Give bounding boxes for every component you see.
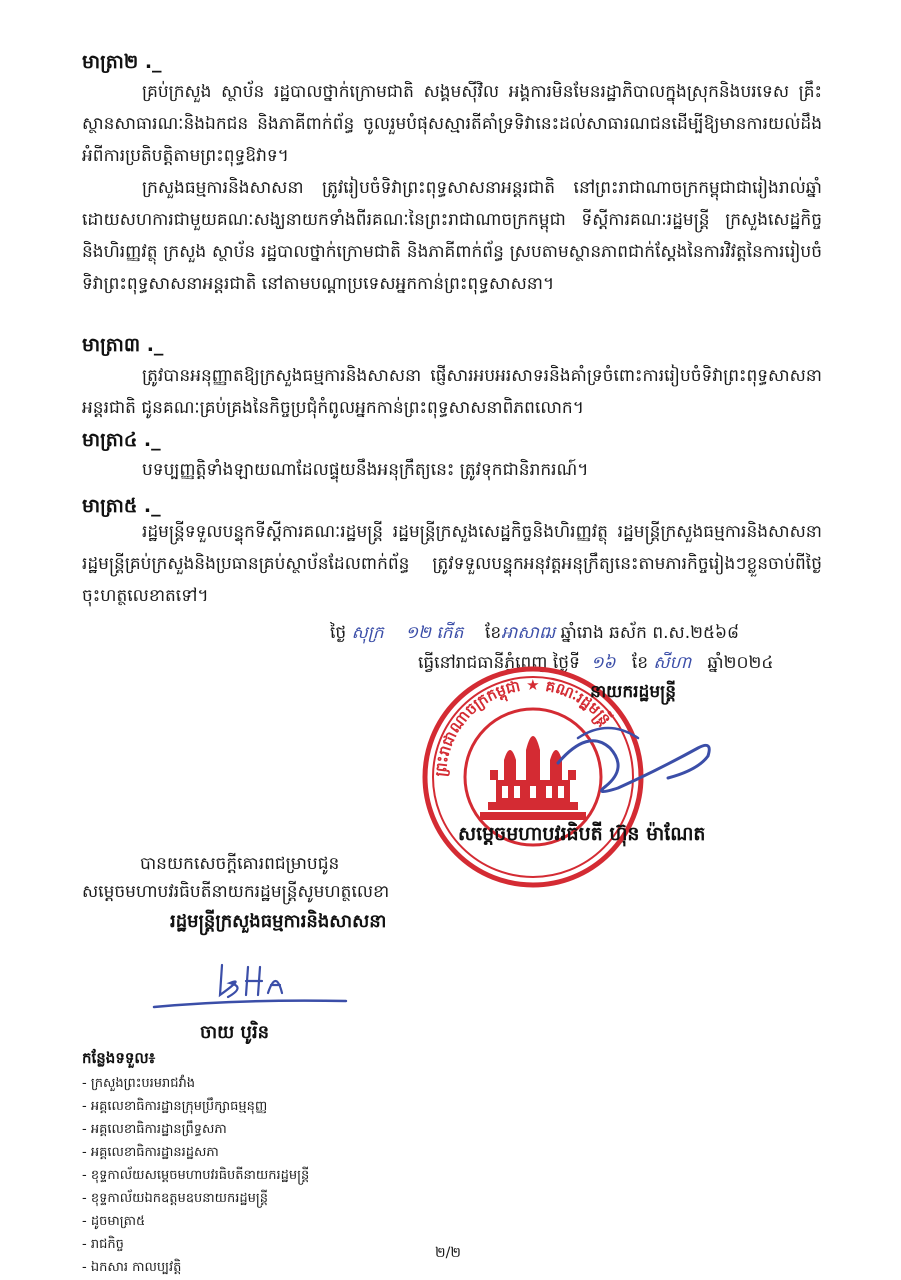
prime-minister-signature bbox=[548, 708, 718, 802]
minister-title: រដ្ឋមន្ត្រីក្រសួងធម្មការនិងសាសនា bbox=[170, 911, 387, 932]
article-4-paragraph: បទប្បញ្ញត្តិទាំងឡាយណាដែលផ្ទុយនឹងអនុក្រឹត្យនេះ ត្រូវទុកជានិរាករណ៍។ bbox=[142, 460, 589, 480]
lunar-year: ឆ្នាំរោង ឆស័ក ព.ស.២៥៦៨ bbox=[560, 623, 740, 643]
lunar-month-label: ខែ bbox=[485, 623, 502, 643]
lunar-month: អាសាឍ bbox=[501, 623, 556, 643]
acknowledgement-line-2: សម្ដេចមហាបវរធិបតីនាយករដ្ឋមន្ត្រីសូមហត្ថលេខា bbox=[82, 882, 390, 902]
solar-day: ១៦ bbox=[590, 653, 616, 673]
recipients-list bbox=[82, 1072, 309, 1279]
lunar-phase: កើត bbox=[436, 623, 464, 643]
recipient-item: - អគ្គលេខាធិការដ្ឋានព្រឹទ្ធសភា bbox=[82, 1118, 309, 1141]
article-4-title: មាត្រា៤ ._ bbox=[82, 429, 161, 451]
lunar-date-line bbox=[330, 622, 739, 647]
article-2-paragraph-1: គ្រប់ក្រសួង ស្ថាប័ន រដ្ឋបាលថ្នាក់ក្រោមជាតិ សង្គមស៊ីវិល អង្គការមិនមែនរដ្ឋាភិបាលក្នុងស្រុកនិងបរទេស គ្រឹះស្ថានសាធារណៈនិងឯកជន និងភាគីពាក់ព័ន្ធ ចូលរួមបំផុសស្មារតីគាំទ្រទិវានេះដល់សាធារណជនដើម្បីឱ្យមានការយល់ដឹងអំពីការប្រតិបត្តិតាមព្រះពុទ្ធឱវាទ។ bbox=[82, 82, 822, 166]
article-3-title: មាត្រា៣ ._ bbox=[82, 334, 164, 356]
lunar-day-number: ១២ bbox=[405, 623, 431, 643]
signatory-title: នាយករដ្ឋមន្ត្រី bbox=[590, 682, 676, 702]
minister-name: ចាយ បូរិន bbox=[200, 1022, 270, 1043]
solar-month-label: ខែ bbox=[631, 653, 648, 673]
recipient-item: - ខុទ្ទកាល័យសម្ដេចមហាបវរធិបតីនាយករដ្ឋមន្ត្រី bbox=[82, 1164, 309, 1187]
article-5-title: មាត្រា៥ ._ bbox=[82, 495, 161, 517]
recipient-item: - រាជកិច្ច bbox=[82, 1233, 309, 1256]
article-2-title: មាត្រា២ ._ bbox=[82, 51, 162, 73]
recipient-item: - ក្រសួងព្រះបរមរាជវាំង bbox=[82, 1072, 309, 1095]
recipient-item: - អគ្គលេខាធិការដ្ឋានក្រុមប្រឹក្សាធម្មនុញ្ញ bbox=[82, 1095, 309, 1118]
recipient-item: - ឯកសារ កាលប្បវត្តិ bbox=[82, 1256, 309, 1279]
seal-text: ព្រះរាជាណាចក្រកម្ពុជា ★ គណៈរដ្ឋមន្ត្រី bbox=[431, 675, 615, 778]
minister-signature bbox=[150, 955, 350, 1019]
article-3-paragraph: ត្រូវបានអនុញ្ញាតឱ្យក្រសួងធម្មការនិងសាសនា ផ្ញើសារអបអរសាទរនិងគាំទ្រចំពោះការរៀបចំទិវាព្រះពុទ្ធសាសនាអន្តរជាតិ ជូនគណៈគ្រប់គ្រងនៃកិច្ចប្រជុំកំពូលអ្នកកាន់ព្រះពុទ្ធសាសនាពិភពលោក។ bbox=[82, 366, 822, 418]
solar-month: សីហា bbox=[653, 653, 692, 673]
solar-date-prefix: ធ្វើនៅរាជធានីភ្នំពេញ ថ្ងៃទី bbox=[418, 653, 580, 673]
signatory-name: សម្ដេចមហាបវរធិបតី ហ៊ុន ម៉ាណែត bbox=[458, 823, 706, 845]
recipients-title: កន្លែងទទួល៖ bbox=[82, 1049, 156, 1067]
lunar-weekday: សុក្រ bbox=[351, 623, 384, 643]
article-5-paragraph: រដ្ឋមន្ត្រីទទួលបន្ទុកទីស្ដីការគណៈរដ្ឋមន្ត្រី រដ្ឋមន្ត្រីក្រសួងសេដ្ឋកិច្ចនិងហិរញ្ញវត្ថុ រដ្ឋមន្ត្រីក្រសួងធម្មការនិងសាសនា រដ្ឋមន្ត្រីគ្រប់ក្រសួងនិងប្រធានគ្រប់ស្ថាប័នដែលពាក់ព័ន្ធ ត្រូវទទួលបន្ទុកអនុវត្តអនុក្រឹត្យនេះតាមភារកិច្ចរៀងៗខ្លួនចាប់ពីថ្ងៃចុះហត្ថលេខាតទៅ។ bbox=[82, 522, 822, 606]
page-number: ២/២ bbox=[435, 1245, 461, 1261]
acknowledgement-line-1: បានយកសេចក្ដីគោរពជម្រាបជូន bbox=[140, 854, 340, 874]
article-2-paragraph-2: ក្រសួងធម្មការនិងសាសនា ត្រូវរៀបចំទិវាព្រះពុទ្ធសាសនាអន្តរជាតិ នៅព្រះរាជាណាចក្រកម្ពុជាជារៀងរាល់ឆ្នាំ ដោយសហការជាមួយគណៈសង្ឃនាយកទាំងពីរគណៈនៃព្រះរាជាណាចក្រកម្ពុជា ទីស្ដីការគណៈរដ្ឋមន្ត្រី ក្រសួងសេដ្ឋកិច្ចនិងហិរញ្ញវត្ថុ ក្រសួង ស្ថាប័ន រដ្ឋបាលថ្នាក់ក្រោមជាតិ និងភាគីពាក់ព័ន្ធ ស្របតាមស្ថានភាពជាក់ស្ដែងនៃការវិវត្តនៃការរៀបចំទិវាព្រះពុទ្ធសាសនាអន្តរជាតិ នៅតាមបណ្ដាប្រទេសអ្នកកាន់ព្រះពុទ្ធសាសនា។ bbox=[82, 178, 822, 294]
recipient-item: - ដូចមាត្រា៥ bbox=[82, 1210, 309, 1233]
recipient-item: - អគ្គលេខាធិការដ្ឋានរដ្ឋសភា bbox=[82, 1141, 309, 1164]
lunar-day-label: ថ្ងៃ bbox=[330, 623, 347, 643]
solar-year: ឆ្នាំ២០២៤ bbox=[707, 653, 774, 673]
recipient-item: - ខុទ្ទកាល័យឯកឧត្តមឧបនាយករដ្ឋមន្ត្រី bbox=[82, 1187, 309, 1210]
